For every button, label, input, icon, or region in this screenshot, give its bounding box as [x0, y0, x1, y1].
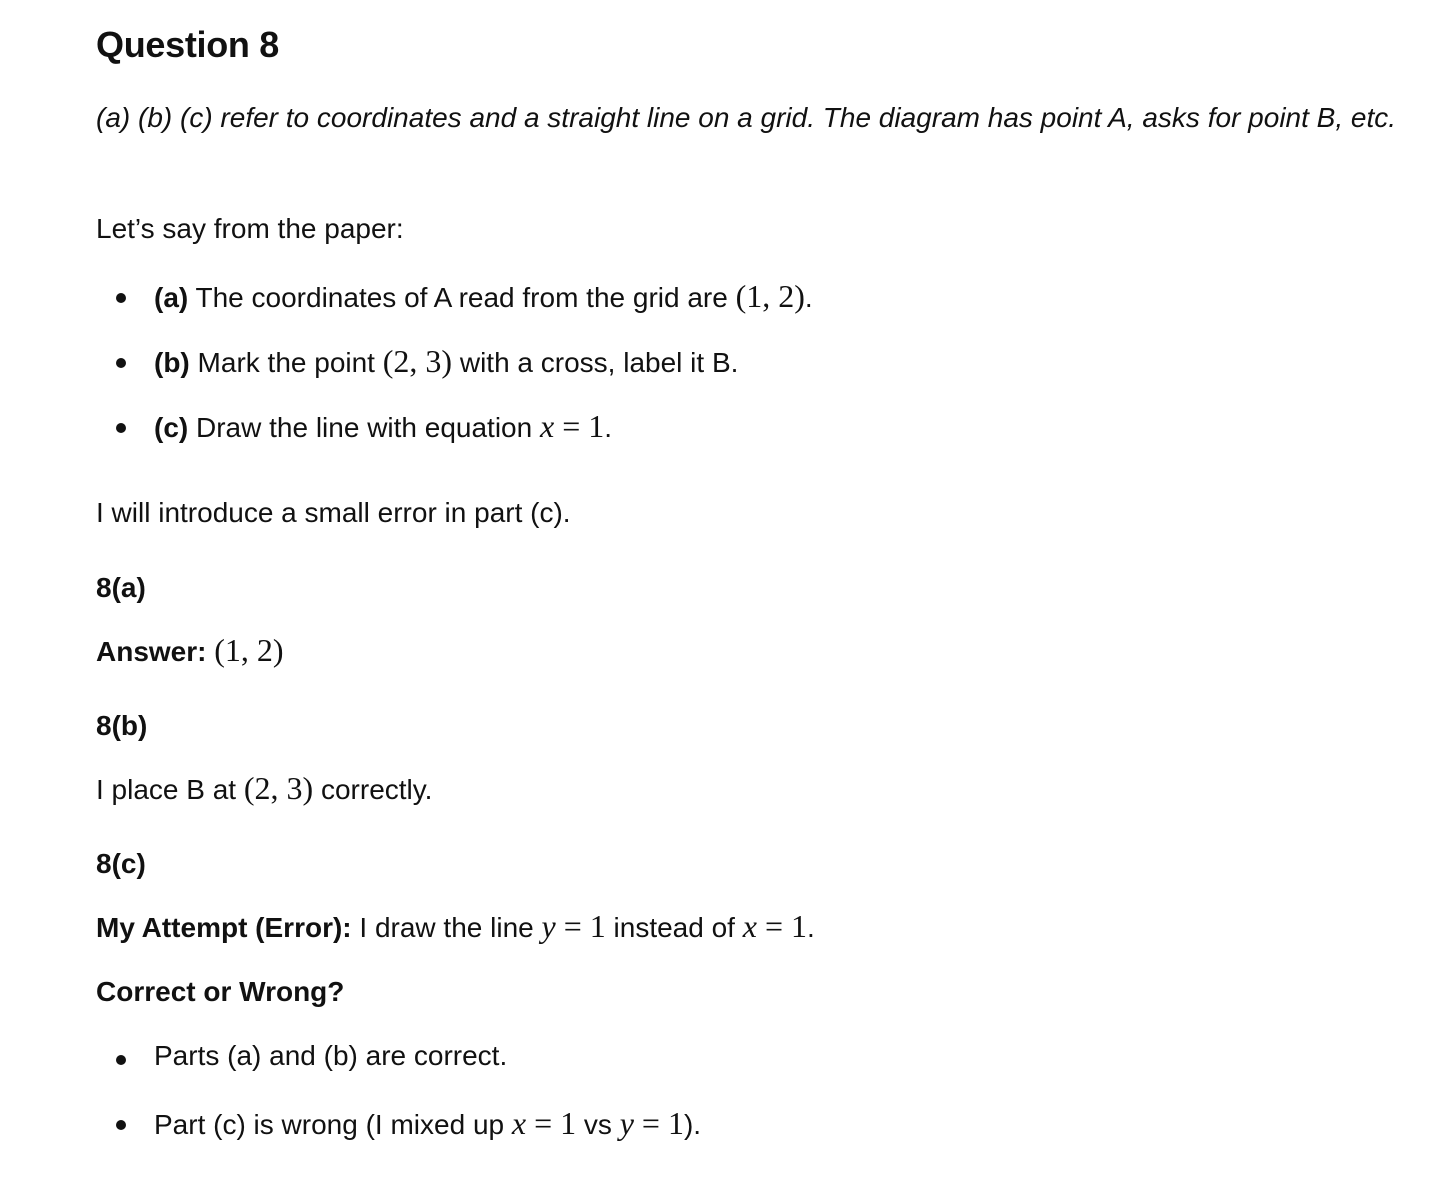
- math-variable: x: [511, 1105, 527, 1141]
- math-variable: y: [541, 908, 556, 944]
- error-note-text: I will introduce a small error in part (c).: [96, 497, 571, 528]
- answer-label: Answer:: [96, 636, 207, 667]
- math-coordinate: (1, 2): [214, 632, 284, 668]
- verdict-item-text: Part (c) is wrong (I mixed up x = 1 vs y = 1).: [154, 1105, 702, 1141]
- part-a-label: (a): [154, 282, 189, 313]
- verdict-item-text: Parts (a) and (b) are correct.: [154, 1040, 508, 1071]
- bullet-icon: [116, 423, 126, 433]
- part-a-text: (a) The coordinates of A read from the grid are (1, 2).: [154, 278, 813, 314]
- bullet-icon: [116, 1120, 126, 1130]
- math-coordinate: (2, 3): [382, 343, 453, 379]
- bullet-icon: [116, 293, 126, 303]
- question-title: Question 8: [96, 24, 280, 65]
- bullet-icon: [116, 358, 126, 368]
- math-coordinate: (2, 3): [243, 770, 314, 806]
- verdict-heading: Correct or Wrong?: [96, 976, 345, 1007]
- part-b-text: (b) Mark the point (2, 3) with a cross, label it B.: [154, 343, 739, 379]
- part-b-label: (b): [154, 347, 190, 378]
- part-c-label: (c): [154, 412, 189, 443]
- attempt-label: My Attempt (Error):: [96, 912, 352, 943]
- bullet-icon: [116, 1055, 126, 1065]
- part-c-text: (c) Draw the line with equation x = 1.: [154, 408, 613, 444]
- answer-8b: I place B at (2, 3) correctly.: [96, 770, 433, 806]
- math-variable: y: [619, 1105, 634, 1141]
- answer-8a: [96, 632, 284, 669]
- section-heading-8a: 8(a): [96, 572, 146, 603]
- intro-paragraph: (a) (b) (c) refer to coordinates and a straight line on a grid. The diagram has point A, asks for point B, etc.: [96, 102, 1397, 133]
- section-heading-8c: 8(c): [96, 848, 146, 879]
- attempt-8c: My Attempt (Error): I draw the line y = 1 instead of x = 1.: [96, 908, 815, 944]
- lead-in-text: Let’s say from the paper:: [96, 213, 404, 244]
- math-variable: x: [742, 908, 757, 944]
- math-coordinate: (1, 2): [735, 278, 805, 314]
- section-heading-8b: 8(b): [96, 710, 148, 741]
- math-variable: x: [539, 408, 555, 444]
